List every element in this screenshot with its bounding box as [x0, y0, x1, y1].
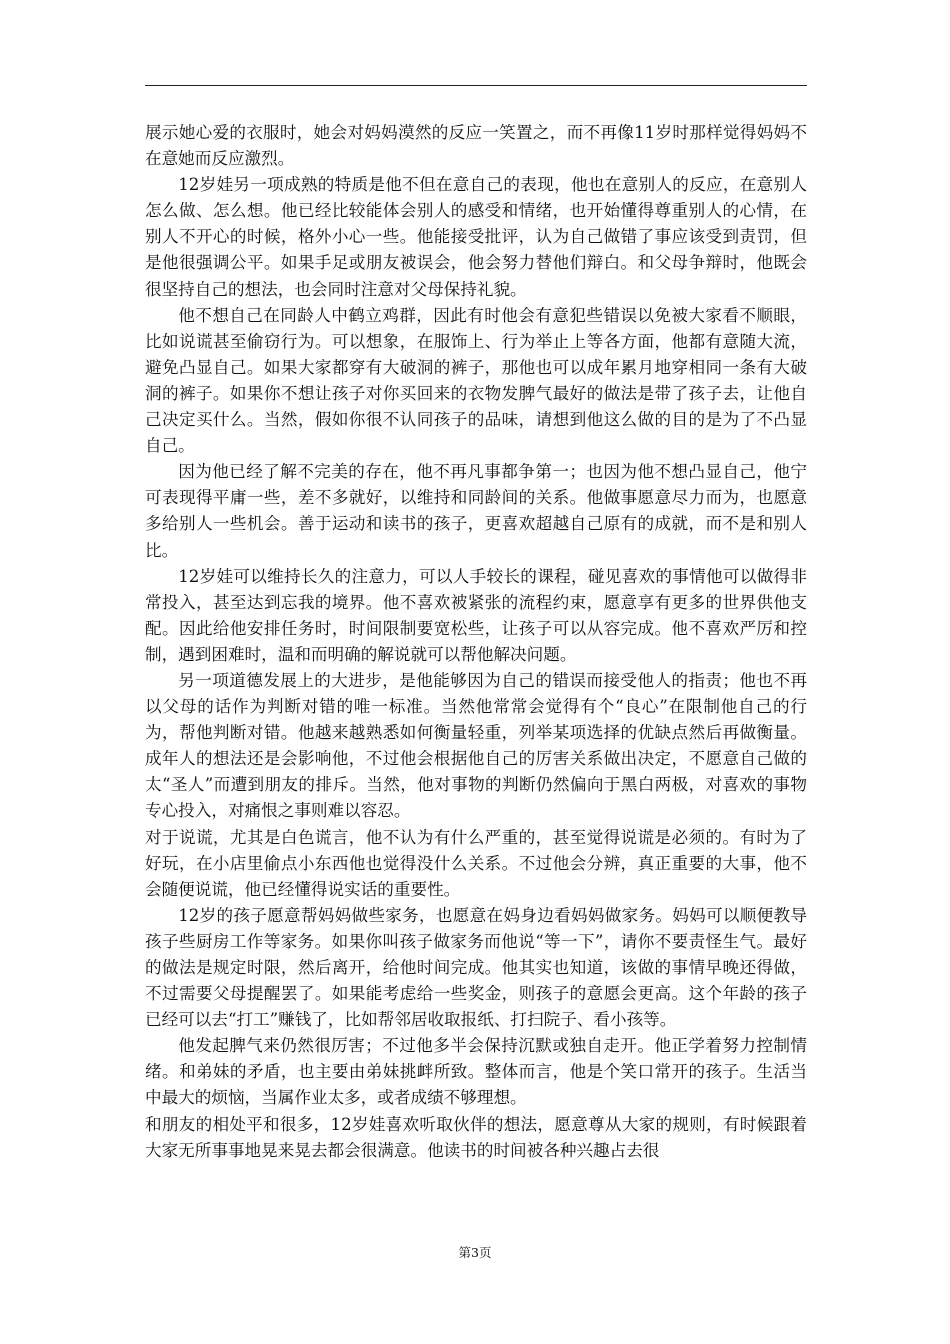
body-text [145, 120, 807, 1164]
page-number: 第3页 [458, 1245, 492, 1260]
paragraph-10: 和朋友的相处平和很多，12岁娃喜欢听取伙伴的想法，愿意尊从大家的规则，有时候跟着大家无所事事地晃来晃去都会很满意。他读书的时间被各种兴趣占去很 [145, 1114, 807, 1160]
paragraph-9: 他发起脾气来仍然很厉害；不过他多半会保持沉默或独自走开。他正学着努力控制情绪。和弟妹的矛盾，也主要由弟妹挑衅所致。整体而言，他是个笑口常开的孩子。生活当中最大的烦恼，当属作业太多，或者成绩不够理想。 [145, 1036, 807, 1108]
paragraph-7: 对于说谎，尤其是白色谎言，他不认为有什么严重的，甚至觉得说谎是必须的。有时为了好玩，在小店里偷点小东西他也觉得没什么关系。不过他会分辨，真正重要的大事，他不会随便说谎，他已经懂得说实话的重要性。 [145, 827, 807, 899]
paragraph-1: 展示她心爱的衣服时，她会对妈妈漠然的反应一笑置之，而不再像11岁时那样觉得妈妈不在意她而反应激烈。 [145, 123, 807, 169]
paragraph-4: 因为他已经了解不完美的存在，他不再凡事都争第一；也因为他不想凸显自己，他宁可表现得平庸一些，差不多就好，以维持和同龄间的关系。他做事愿意尽力而为，也愿意多给别人一些机会。善于运动和读书的孩子，更喜欢超越自己原有的成就，而不是和别人比。 [145, 462, 807, 560]
paragraph-3: 他不想自己在同龄人中鹤立鸡群，因此有时他会有意犯些错误以免被大家看不顺眼，比如说谎甚至偷窃行为。可以想象，在服饰上、行为举止上等各方面，他都有意随大流，避免凸显自己。如果大家都穿有大破洞的裤子，那他也可以成年累月地穿相同一条有大破洞的裤子。如果你不想让孩子对你买回来的衣物发脾气最好的做法是带了孩子去，让他自己决定买什么。当然，假如你很不认同孩子的品味，请想到他这么做的目的是为了不凸显自己。 [145, 305, 807, 456]
paragraph-5: 12岁娃可以维持长久的注意力，可以人手较长的课程，碰见喜欢的事情他可以做得非常投入，甚至达到忘我的境界。他不喜欢被紧张的流程约束，愿意享有更多的世界供他支配。因此给他安排任务时，时间限制要宽松些，让孩子可以从容完成。他不喜欢严厉和控制，遇到困难时，温和而明确的解说就可以帮他解决问题。 [145, 566, 807, 664]
paragraph-2: 12岁娃另一项成熟的特质是他不但在意自己的表现，他也在意别人的反应，在意别人怎么做、怎么想。他已经比较能体会别人的感受和情绪，也开始懂得尊重别人的心情，在别人不开心的时候，格外小心一些。他能接受批评，认为自己做错了事应该受到责罚，但是他很强调公平。如果手足或朋友被误会，他会努力替他们辩白。和父母争辩时，他既会很坚持自己的想法，也会同时注意对父母保持礼貌。 [145, 175, 807, 299]
paragraph-8: 12岁的孩子愿意帮妈妈做些家务，也愿意在妈身边看妈妈做家务。妈妈可以顺便教导孩子些厨房工作等家务。如果你叫孩子做家务而他说“等一下”，请你不要责怪生气。最好的做法是规定时限，然后离开，给他时间完成。他其实也知道，该做的事情早晚还得做，不过需要父母提醒罢了。如果能考虑给一些奖金，则孩子的意愿会更高。这个年龄的孩子已经可以去“打工”赚钱了，比如帮邻居收取报纸、打扫院子、看小孩等。 [145, 905, 807, 1030]
paragraph-6: 另一项道德发展上的大进步，是他能够因为自己的错误而接受他人的指责；他也不再以父母的话作为判断对错的唯一标准。当然他常常会觉得有个“良心”在限制他自己的行为，帮他判断对错。他越来越熟悉如何衡量轻重，列举某项选择的优缺点然后再做衡量。成年人的想法还是会影响他，不过他会根据他自己的厉害关系做出决定，不愿意自己做的太“圣人”而遭到朋友的排斥。当然，他对事物的判断仍然偏向于黑白两极，对喜欢的事物专心投入，对痛恨之事则难以容忍。 [145, 670, 807, 821]
header-rule [145, 85, 807, 86]
